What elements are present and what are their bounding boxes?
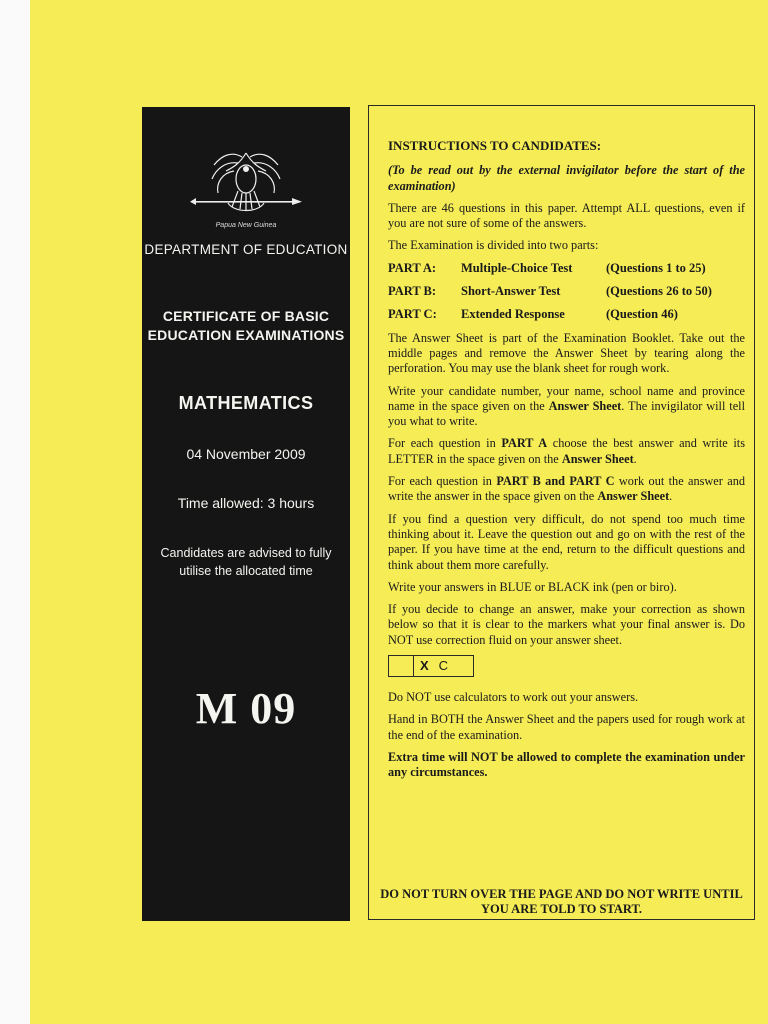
ink-paragraph: Write your answers in BLUE or BLACK ink (pen or biro). [388, 579, 677, 594]
part-a-paragraph: For each question in PART A choose the best answer and write its LETTER in the space given on the Answer Sheet. [388, 436, 745, 466]
exam-cover-page [30, 0, 768, 1024]
answer-sheet-paragraph: The Answer Sheet is part of the Examination Booklet. Take out the middle pages and remove the Answer Sheet by tearing along the perforation. You may use the blank sheet for rough work. [388, 330, 745, 376]
cover-title-panel [142, 107, 350, 921]
part-range: (Question 46) [606, 307, 678, 322]
exam-date: 04 November 2009 [186, 446, 306, 462]
subject-title: MATHEMATICS [178, 393, 314, 413]
part-label: PART A: [388, 260, 437, 275]
part-bc-paragraph: For each question in PART B and PART C work out the answer and write the answer in the space given on the Answer Sheet. [388, 474, 745, 504]
certificate-title: CERTIFICATE OF BASIC EDUCATION EXAMINATIONS [147, 308, 345, 343]
time-allowed: Time allowed: 3 hours [177, 495, 315, 511]
instructions-panel [368, 105, 755, 920]
paper-code: M 09 [195, 684, 297, 733]
crossed-answer-mark: X [420, 658, 429, 674]
invigilator-note: (To be read out by the external invigilator before the start of the examination) [388, 163, 745, 193]
do-not-turn-notice: DO NOT TURN OVER THE PAGE AND DO NOT WRITE UNTIL YOU ARE TOLD TO START. [380, 887, 743, 916]
part-label: PART B: [388, 284, 437, 299]
part-name: Multiple-Choice Test [461, 260, 573, 275]
candidate-advice: Candidates are advised to fully utilise the allocated time [160, 546, 332, 578]
part-range: (Questions 1 to 25) [606, 260, 706, 275]
png-bird-of-paradise-emblem-icon [182, 143, 310, 233]
part-name: Extended Response [461, 307, 565, 322]
extra-time-paragraph: Extra time will NOT be allowed to complete the examination under any circumstances. [388, 749, 745, 780]
emblem-caption: Papua New Guinea [215, 222, 277, 229]
instructions-content [388, 138, 745, 788]
hand-in-paragraph: Hand in BOTH the Answer Sheet and the papers used for rough work at the end of the examination. [388, 712, 745, 742]
part-label: PART C: [388, 307, 437, 322]
change-answer-paragraph: If you decide to change an answer, make your correction as shown below so that it is clear to the markers what your final answer is. Do NOT use correction fluid on your answer sheet. [388, 602, 745, 647]
part-row [388, 284, 745, 299]
corrected-answer-letter: C [438, 658, 449, 674]
correction-example-box [388, 655, 474, 677]
part-row [388, 307, 745, 322]
part-name: Short-Answer Test [461, 284, 561, 299]
part-range: (Questions 26 to 50) [606, 284, 712, 299]
candidate-details-paragraph: Write your candidate number, your name, school name and province name in the space given on the Answer Sheet. The invigilator will tell you what to write. [388, 383, 745, 429]
department-title: DEPARTMENT OF EDUCATION [144, 242, 348, 257]
part-row [388, 261, 745, 276]
difficult-questions-paragraph: If you find a question very difficult, do not spend too much time thinking about it. Leave the question out and go on with the rest of the paper. If you have time at the end, return to the difficult questions and think about them more carefully. [388, 511, 745, 572]
instructions-heading: INSTRUCTIONS TO CANDIDATES: [388, 138, 602, 153]
questions-count-paragraph: There are 46 questions in this paper. Attempt ALL questions, even if you are not sure of some of the answers. [388, 200, 745, 231]
calculators-paragraph: Do NOT use calculators to work out your answers. [388, 690, 639, 705]
parts-intro-paragraph: The Examination is divided into two parts: [388, 238, 599, 253]
